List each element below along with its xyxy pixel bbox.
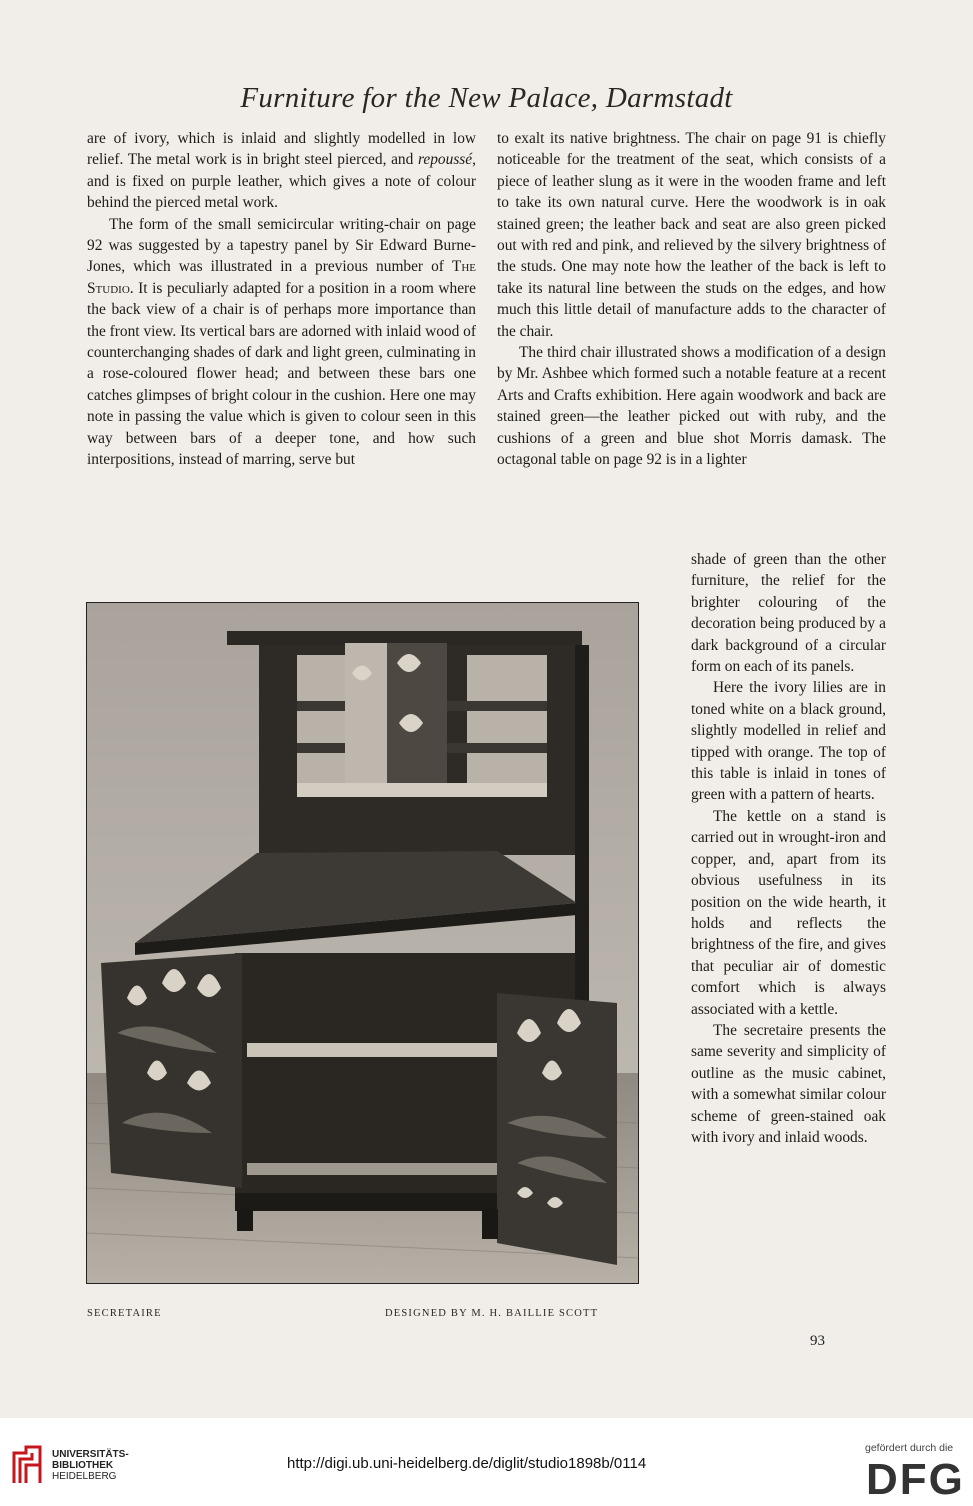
funding-label: gefördert durch die [865, 1442, 954, 1454]
paragraph-text: The form of the small semicircular writing-chair on page 92 was suggested by a tapestry panel by Sir Edward Burne-Jones, which was illustrated in a previous number of [87, 215, 476, 276]
secretaire-illustration [87, 603, 638, 1283]
publication-name: The Studio [87, 258, 476, 297]
right-narrow-column [691, 549, 886, 1148]
paragraph: Here the ivory lilies are in toned white on a black ground, slightly modelled in relief and tipped with orange. The top of this table is inlaid in tones of green with a pattern of hearts. [691, 679, 886, 804]
university-library-logo-icon [10, 1443, 46, 1487]
institution-line: UNIVERSITÄTS- [52, 1449, 129, 1460]
dfg-logo: DFG [866, 1455, 965, 1504]
page-title: Furniture for the New Palace, Darmstadt [240, 82, 733, 114]
figure-caption-credit: DESIGNED BY M. H. BAILLIE SCOTT [385, 1308, 599, 1319]
paragraph: The kettle on a stand is carried out in wrought-iron and copper, and, apart from its obvious usefulness in its position on the wide hearth, it holds and reflects the brightness of the fire, and gives that peculiar air of domestic comfort which is always associated with a kettle. [691, 807, 886, 1018]
paragraph [87, 128, 476, 214]
left-column [87, 128, 476, 471]
paragraph: shade of green than the other furniture, the relief for the brighter colouring of the decoration being produced by a dark background of a circular form on each of its panels. [691, 551, 886, 676]
paragraph [87, 214, 476, 471]
paragraph: The secretaire presents the same severity and simplicity of outline as the music cabinet, with a somewhat similar colour scheme of green-stained oak with ivory and inlaid woods. [691, 1021, 886, 1146]
italic-term: repoussé [417, 151, 473, 169]
paragraph-text: , and is fixed on purple leather, which gives a note of colour behind the pierced metal work. [87, 151, 476, 212]
secretaire-photograph [86, 602, 639, 1284]
source-url-link[interactable]: http://digi.ub.uni-heidelberg.de/diglit/studio1898b/0114 [287, 1455, 647, 1472]
paragraph-text: . It is peculiarly adapted for a position in a room where the back view of a chair is of perhaps more importance than the front view. Its vertical bars are adorned with inlaid wood of counterchanging shades of dark and light green, culminating in a rose-coloured flower head; and between these bars one catches glimpses of bright colour in the cushion. Here one may note in passing the value which is given to colour seen in this way between bars of a deeper tone, and how such interpositions, instead of marring, serve but [87, 279, 476, 469]
paragraph-text: are of ivory, which is inlaid and slightly modelled in low relief. The metal work is in bright steel pierced, and [87, 130, 476, 169]
paragraph: to exalt its native brightness. The chair on page 91 is chiefly noticeable for the treatment of the seat, which consists of a piece of leather slung as it were in the wooden frame and left to take its own natural curve. Here the woodwork is in oak stained green; the leather back and seat are also green picked out with red and pink, and relieved by the silvery brightness of the studs. One may note how the leather of the back is left to take its natural line between the studs on the edges, and how much this little detail of manufacture adds to the character of the chair. [497, 130, 886, 340]
institution-line: HEIDELBERG [52, 1471, 117, 1482]
institution-name [52, 1449, 129, 1482]
figure-caption-title: SECRETAIRE [87, 1308, 162, 1319]
institution-line: BIBLIOTHEK [52, 1460, 114, 1471]
right-column [497, 128, 886, 471]
page-number: 93 [810, 1333, 825, 1349]
digitization-footer [0, 1418, 973, 1506]
paragraph: The third chair illustrated shows a modification of a design by Mr. Ashbee which formed such a notable feature at a recent Arts and Crafts exhibition. Here again woodwork and back are stained green—the leather picked out with ruby, and the cushions of a green and blue shot Morris damask. The octagonal table on page 92 is in a lighter [497, 344, 886, 469]
